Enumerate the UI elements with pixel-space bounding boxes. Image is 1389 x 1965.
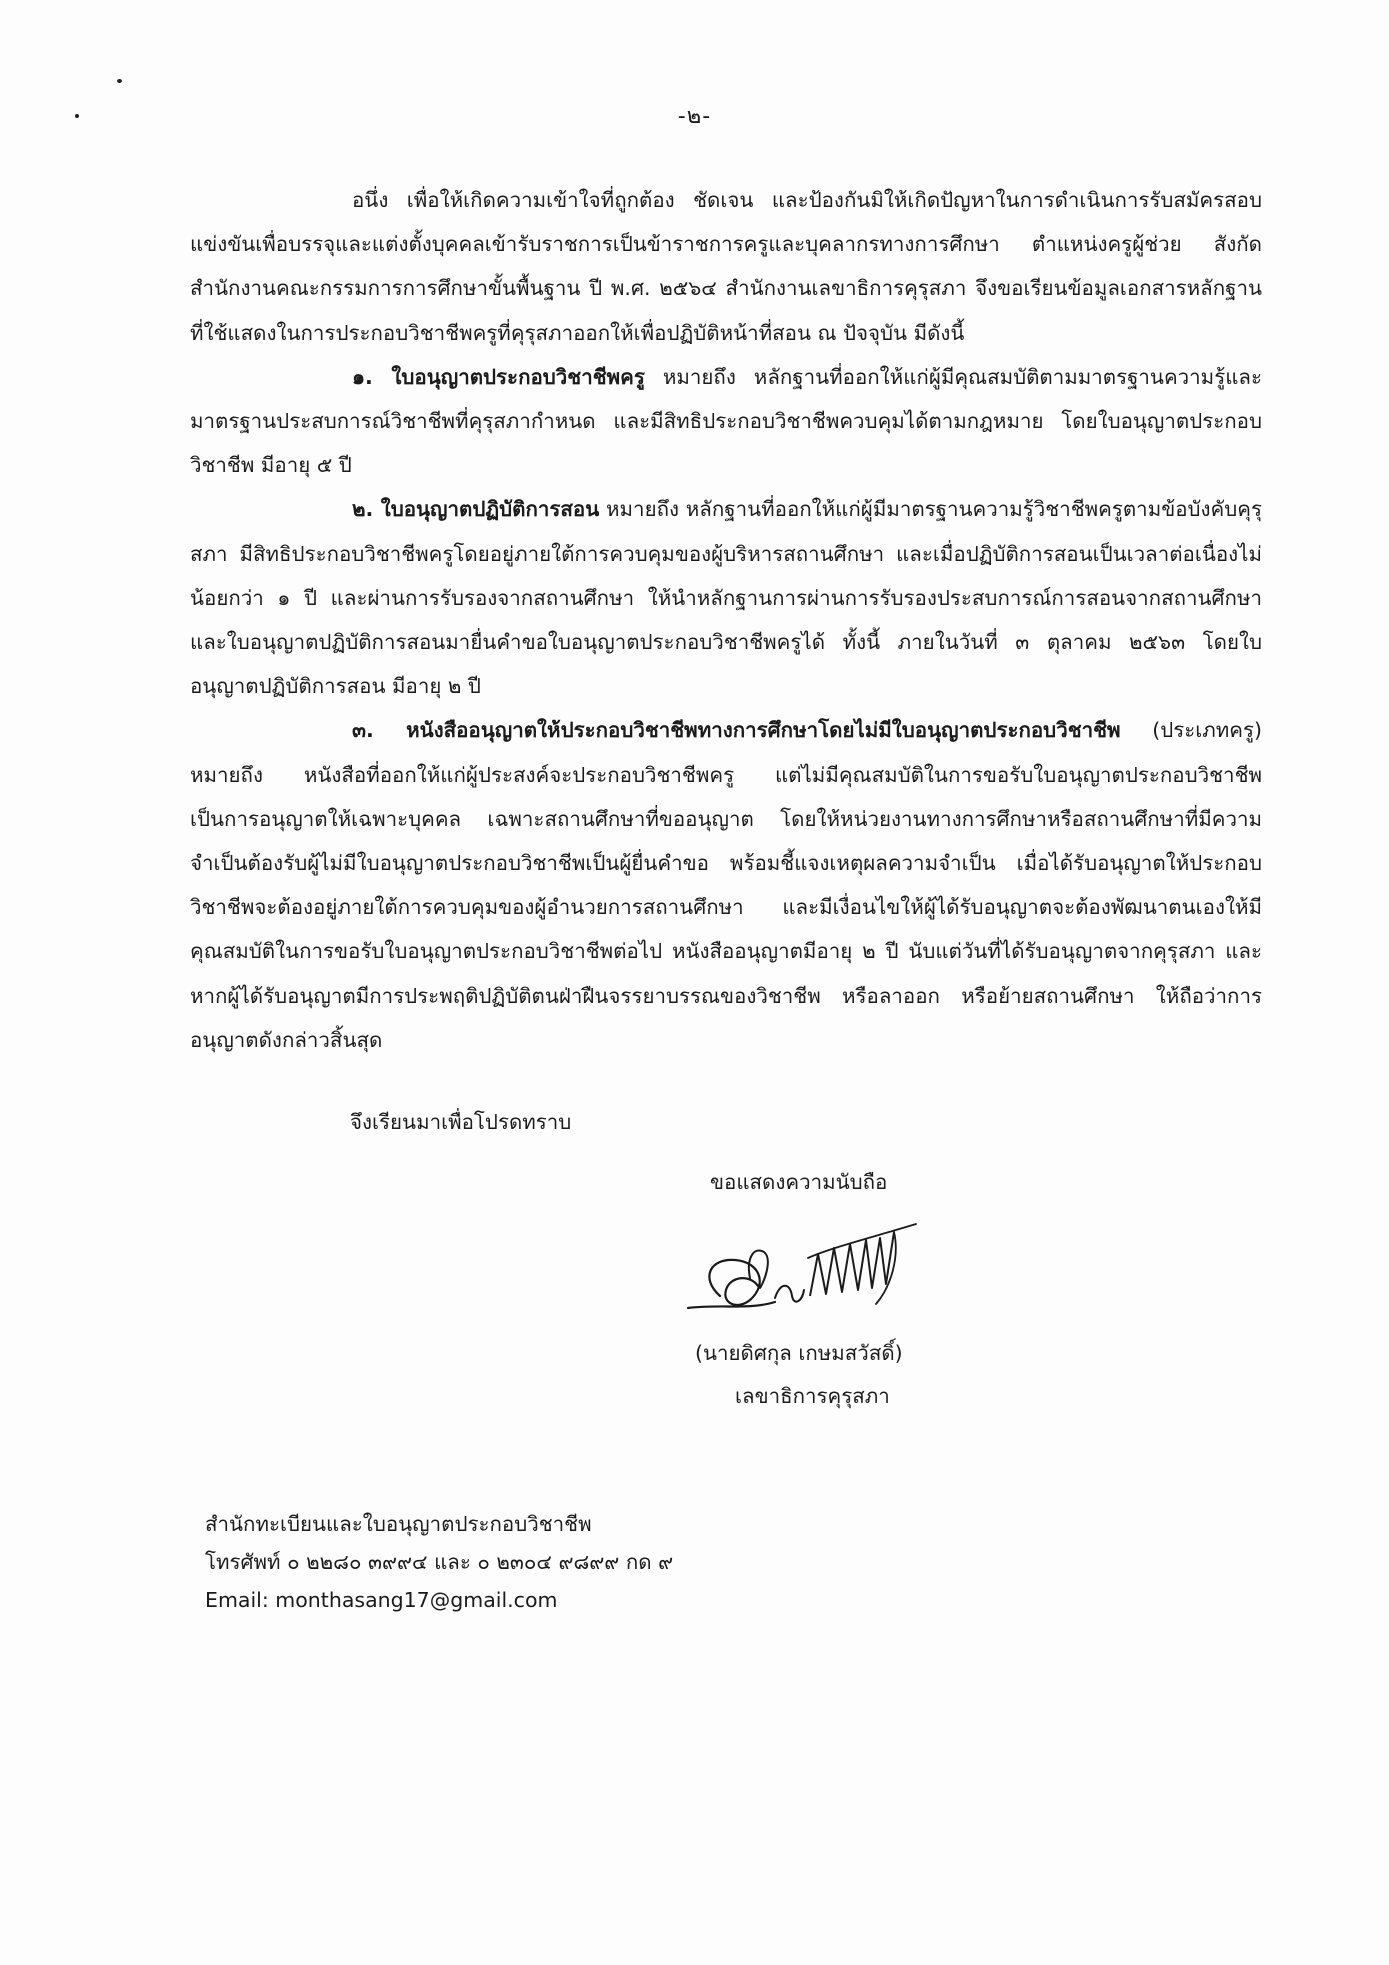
- item-paragraph-2: [190, 487, 1262, 708]
- item-paragraph-1: [190, 355, 1262, 488]
- item-paragraph-3: [190, 708, 1262, 1062]
- closing-line: จึงเรียนมาเพื่อโปรดทราบ: [350, 1110, 572, 1134]
- signer-name: (นายดิศกุล เกษมสวัสดิ์): [695, 1341, 903, 1365]
- item-text: (ประเภทครู) หมายถึง หนังสือที่ออกให้แก่ผู้ประสงค์จะประกอบวิชาชีพครู แต่ไม่มีคุณสมบัติในการขอรับใบอนุญาตประกอบวิชาชีพ เป็นการอนุญาตให้เฉพาะบุคคล เฉพาะสถานศึกษาที่ขออนุญาต โดยให้หน่วยงานทางการศึกษาหรือสถานศึกษาที่มีความจำเป็นต้องรับผู้ไม่มีใบอนุญาตประกอบวิชาชีพเป็นผู้ยื่นคำขอ พร้อมชี้แจงเหตุผลความจำเป็น เมื่อได้รับอนุญาตให้ประกอบวิชาชีพจะต้องอยู่ภายใต้การควบคุมของผู้อำนวยการสถานศึกษา และมีเงื่อนไขให้ผู้ได้รับอนุญาตจะต้องพัฒนาตนเองให้มีคุณสมบัติในการขอรับใบอนุญาตประกอบวิชาชีพต่อไป หนังสืออนุญาตมีอายุ ๒ ปี นับแต่วันที่ได้รับอนุญาตจากคุรุสภา และหากผู้ได้รับอนุญาตมีการประพฤติปฏิบัติตนฝ่าฝืนจรรยาบรรณของวิชาชีพ หรือลาออก หรือย้ายสถานศึกษา ให้ถือว่าการอนุญาตดังกล่าวสิ้นสุด: [190, 718, 1262, 1052]
- item-lead: ๑. ใบอนุญาตประกอบวิชาชีพครู: [352, 364, 645, 389]
- item-text: หมายถึง หลักฐานที่ออกให้แก่ผู้มีคุณสมบัติตามมาตรฐานความรู้และมาตรฐานประสบการณ์วิชาชีพที่คุรุสภากำหนด และมีสิทธิประกอบวิชาชีพควบคุมได้ตามกฎหมาย โดยใบอนุญาตประกอบวิชาชีพ มีอายุ ๕ ปี: [190, 364, 1262, 478]
- office-phone: โทรศัพท์ ๐ ๒๒๘๐ ๓๙๙๔ และ ๐ ๒๓๐๔ ๙๘๙๙ กด ๙: [205, 1550, 674, 1574]
- scan-speck: [117, 79, 122, 83]
- signature-image: [680, 1218, 940, 1328]
- office-contact-block: [205, 1505, 673, 1619]
- page-number: -๒-: [677, 104, 712, 129]
- regards-line: ขอแสดงความนับถือ: [710, 1170, 888, 1194]
- signer-title: เลขาธิการคุรุสภา: [735, 1384, 890, 1408]
- intro-paragraph: อนึ่ง เพื่อให้เกิดความเข้าใจที่ถูกต้อง ชัดเจน และป้องกันมิให้เกิดปัญหาในการดำเนินการรับสมัครสอบแข่งขันเพื่อบรรจุและแต่งตั้งบุคคลเข้ารับราชการเป็นข้าราชการครูและบุคลากรทางการศึกษา ตำแหน่งครูผู้ช่วย สังกัดสำนักงานคณะกรรมการการศึกษาขั้นพื้นฐาน ปี พ.ศ. ๒๕๖๔ สำนักงานเลขาธิการคุรุสภา จึงขอเรียนข้อมูลเอกสารหลักฐานที่ใช้แสดงในการประกอบวิชาชีพครูที่คุรุสภาออกให้เพื่อปฏิบัติหน้าที่สอน ณ ปัจจุบัน มีดังนี้: [190, 188, 1262, 345]
- item-lead: ๓. หนังสืออนุญาตให้ประกอบวิชาชีพทางการศึกษาโดยไม่มีใบอนุญาตประกอบวิชาชีพ: [352, 718, 1121, 743]
- item-text: หมายถึง หลักฐานที่ออกให้แก่ผู้มีมาตรฐานความรู้วิชาชีพครูตามข้อบังคับคุรุสภา มีสิทธิประกอบวิชาชีพครูโดยอยู่ภายใต้การควบคุมของผู้บริหารสถานศึกษา และเมื่อปฏิบัติการสอนเป็นเวลาต่อเนื่องไม่น้อยกว่า ๑ ปี และผ่านการรับรองจากสถานศึกษา ให้นำหลักฐานการผ่านการรับรองประสบการณ์การสอนจากสถานศึกษาและใบอนุญาตปฏิบัติการสอนมายื่นคำขอใบอนุญาตประกอบวิชาชีพครูได้ ทั้งนี้ ภายในวันที่ ๓ ตุลาคม ๒๕๖๓ โดยใบอนุญาตปฏิบัติการสอน มีอายุ ๒ ปี: [190, 497, 1263, 699]
- office-name: สำนักทะเบียนและใบอนุญาตประกอบวิชาชีพ: [205, 1512, 592, 1536]
- office-email: Email: monthasang17@gmail.com: [205, 1588, 558, 1612]
- letter-body: [190, 178, 1262, 1062]
- item-lead: ๒. ใบอนุญาตปฏิบัติการสอน: [352, 497, 600, 522]
